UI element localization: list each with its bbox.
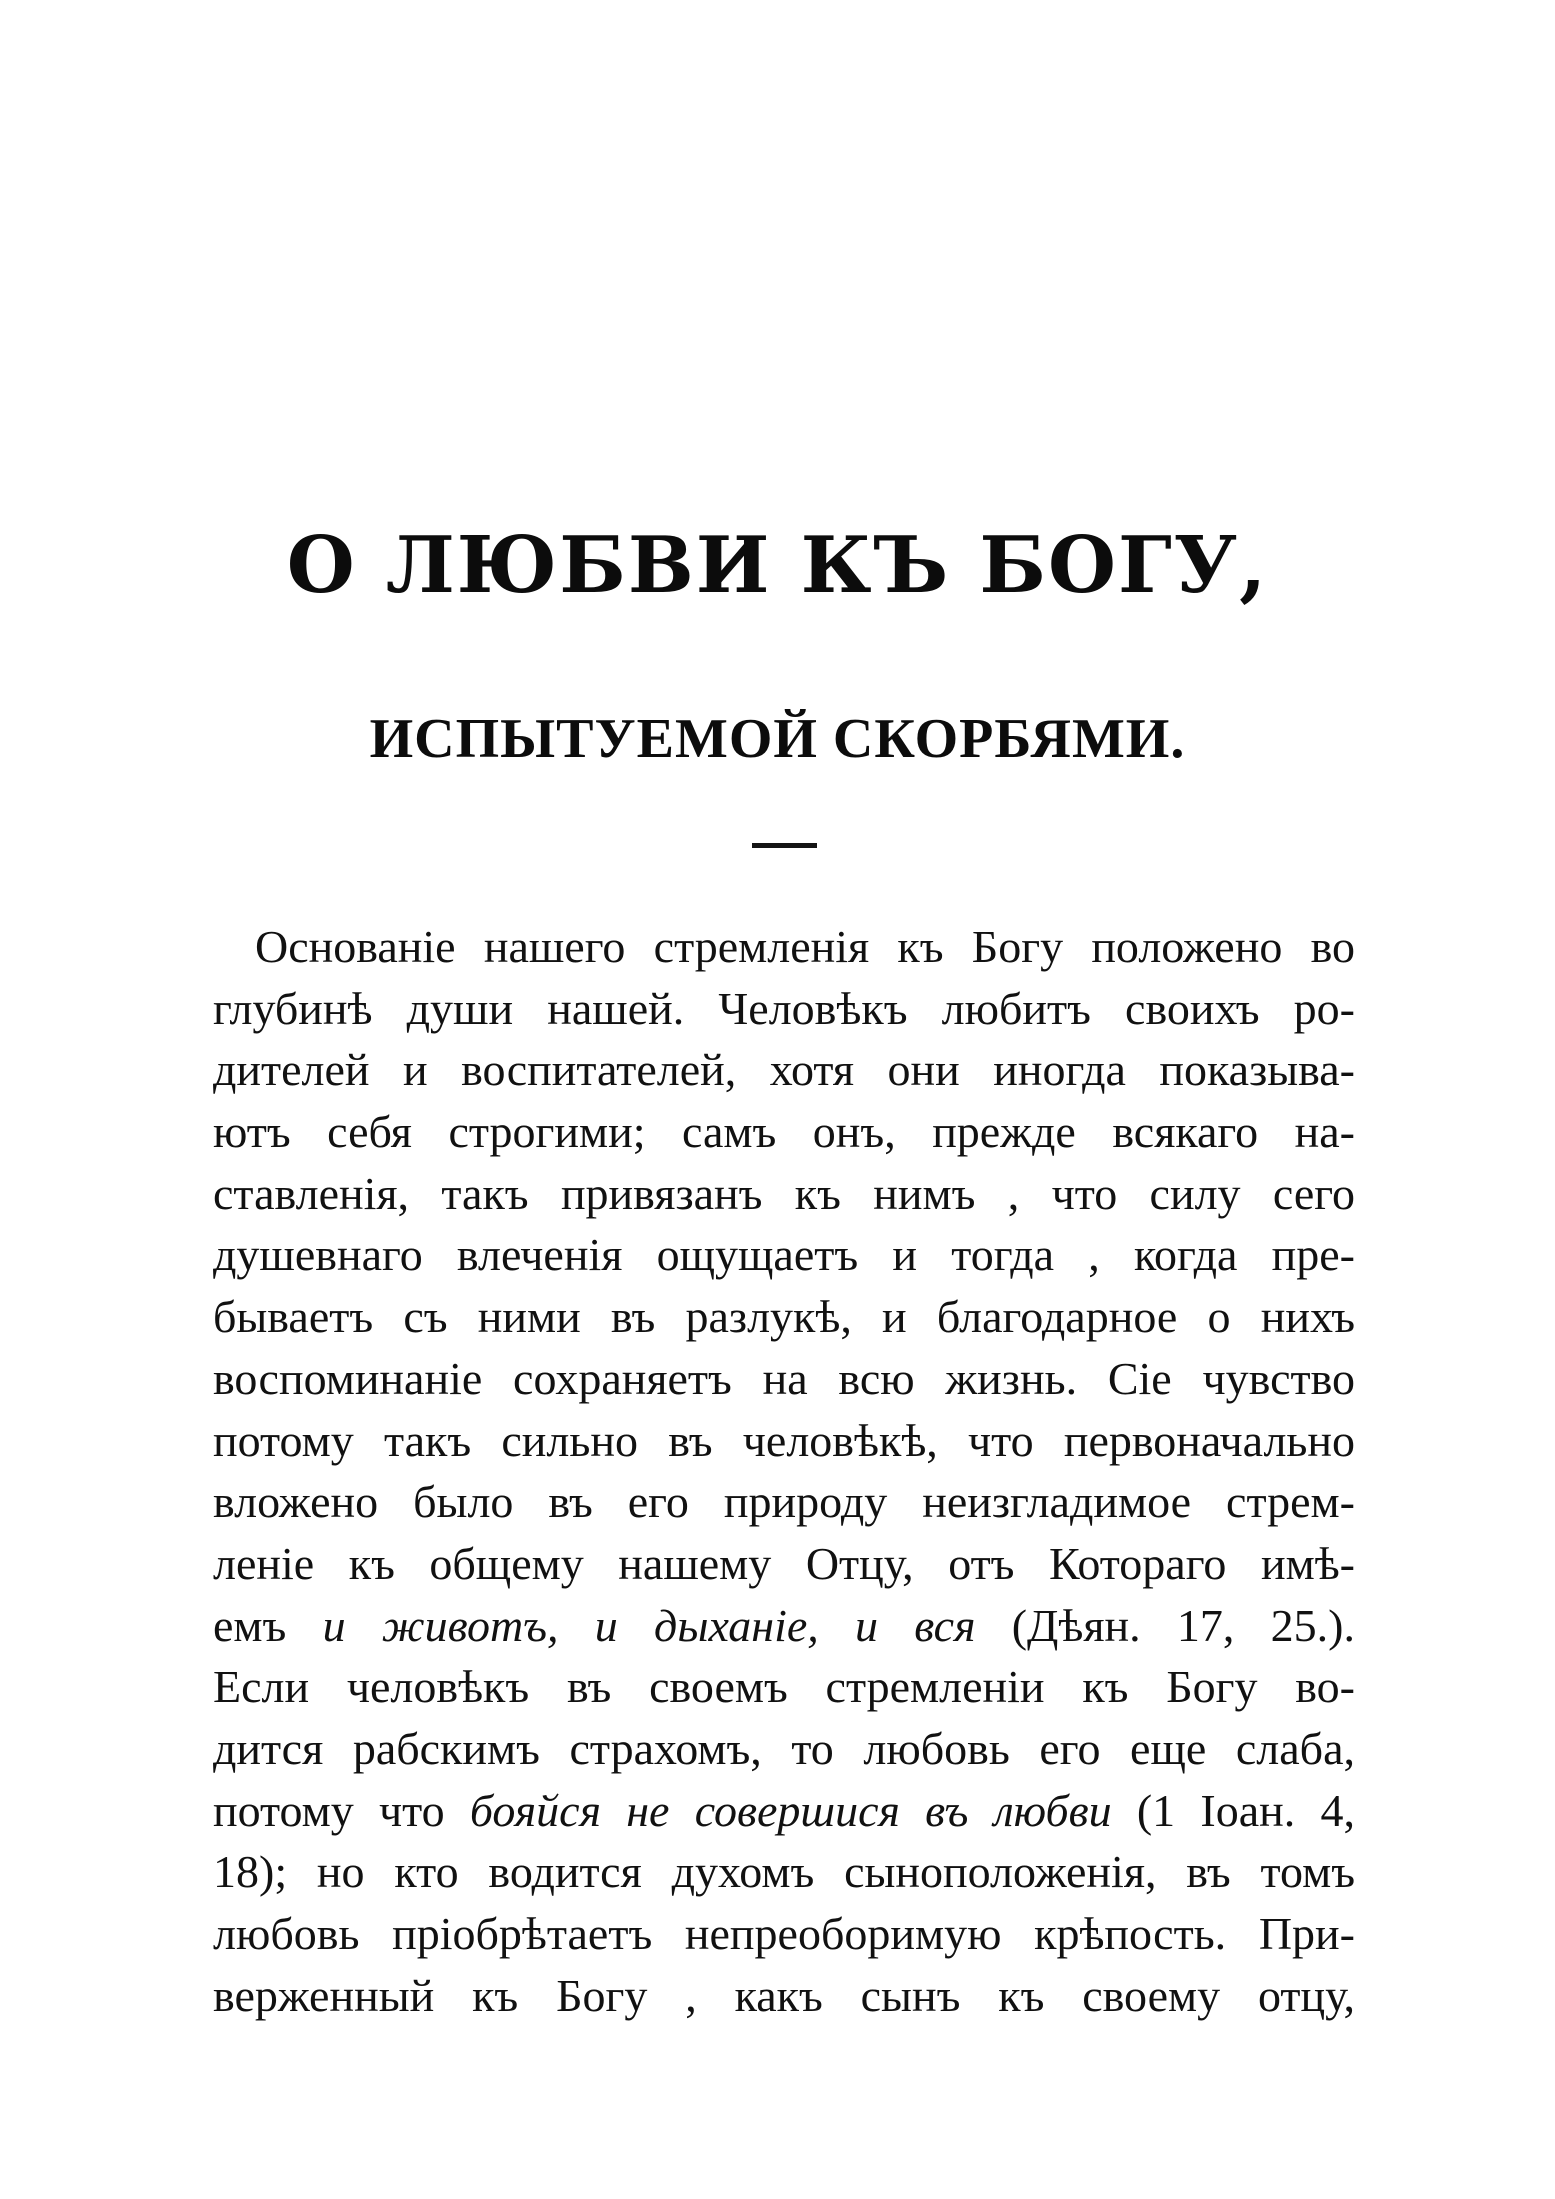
section-divider [752, 843, 817, 848]
text-segment: Если человѣкъ въ своемъ стремленіи къ Богу во- [213, 1661, 1355, 1713]
text-segment: 18); но кто водится духомъ сыноположенія, въ томъ [213, 1846, 1355, 1898]
text-segment: (Дѣян. 17, 25.). [975, 1599, 1355, 1651]
text-segment: ставленія, такъ привязанъ къ нимъ , что силу сего [213, 1167, 1355, 1219]
text-segment: (1 Іоан. 4, [1111, 1784, 1356, 1836]
text-line [213, 1039, 1355, 1101]
text-line [213, 1224, 1355, 1286]
text-line [213, 1348, 1355, 1410]
text-segment: верженный къ Богу , какъ сынъ къ своему отцу, [213, 1969, 1355, 2021]
text-line [213, 1965, 1355, 2027]
text-line [213, 1841, 1355, 1903]
text-segment: глубинѣ души нашей. Человѣкъ любитъ своихъ ро- [213, 982, 1355, 1034]
body-paragraph [213, 916, 1355, 2026]
text-segment: любовь пріобрѣтаетъ непреоборимую крѣпость. При- [213, 1908, 1355, 1959]
text-segment: воспоминаніе сохраняетъ на всю жизнь. Сіе чувство [213, 1352, 1355, 1404]
text-line [213, 1595, 1355, 1657]
chapter-title: О ЛЮБВИ КЪ БОГУ, [286, 520, 1269, 611]
text-line [213, 1101, 1355, 1163]
text-segment: Основаніе нашего стремленія къ Богу положено во [255, 921, 1355, 972]
text-line [213, 1656, 1355, 1718]
text-segment: дится рабскимъ страхомъ, то любовь его еще слаба, [213, 1722, 1355, 1774]
text-line [213, 1780, 1355, 1842]
text-line [213, 1533, 1355, 1595]
text-segment: душевнаго влеченія ощущаетъ и тогда , когда пре- [213, 1229, 1355, 1281]
text-line [213, 978, 1355, 1040]
text-segment: леніе къ общему нашему Отцу, отъ Котораго имѣ- [213, 1537, 1355, 1589]
chapter-subtitle: ИСПЫТУЕМОЙ СКОРБЯМИ. [369, 708, 1186, 770]
text-segment: потому что [213, 1784, 470, 1836]
text-segment: бываетъ съ ними въ разлукѣ, и благодарное о нихъ [213, 1291, 1355, 1343]
text-segment: ютъ себя строгими; самъ онъ, прежде всякаго на- [213, 1106, 1355, 1158]
text-line [213, 1718, 1355, 1780]
text-segment: потому такъ сильно въ человѣкѣ, что первоначально [213, 1414, 1355, 1466]
text-segment: дителей и воспитателей, хотя они иногда показыва- [213, 1044, 1355, 1096]
text-line [213, 1903, 1355, 1965]
text-segment: емъ [213, 1599, 323, 1651]
italic-quote: и животъ, и дыханіе, и вся [322, 1599, 976, 1651]
text-line [213, 1163, 1355, 1225]
text-line [213, 916, 1355, 978]
text-segment: вложено было въ его природу неизгладимое стрем- [213, 1476, 1355, 1528]
text-line [213, 1286, 1355, 1348]
text-line [213, 1410, 1355, 1472]
italic-quote: бояйся не совершися въ любви [469, 1784, 1112, 1836]
text-line [213, 1471, 1355, 1533]
